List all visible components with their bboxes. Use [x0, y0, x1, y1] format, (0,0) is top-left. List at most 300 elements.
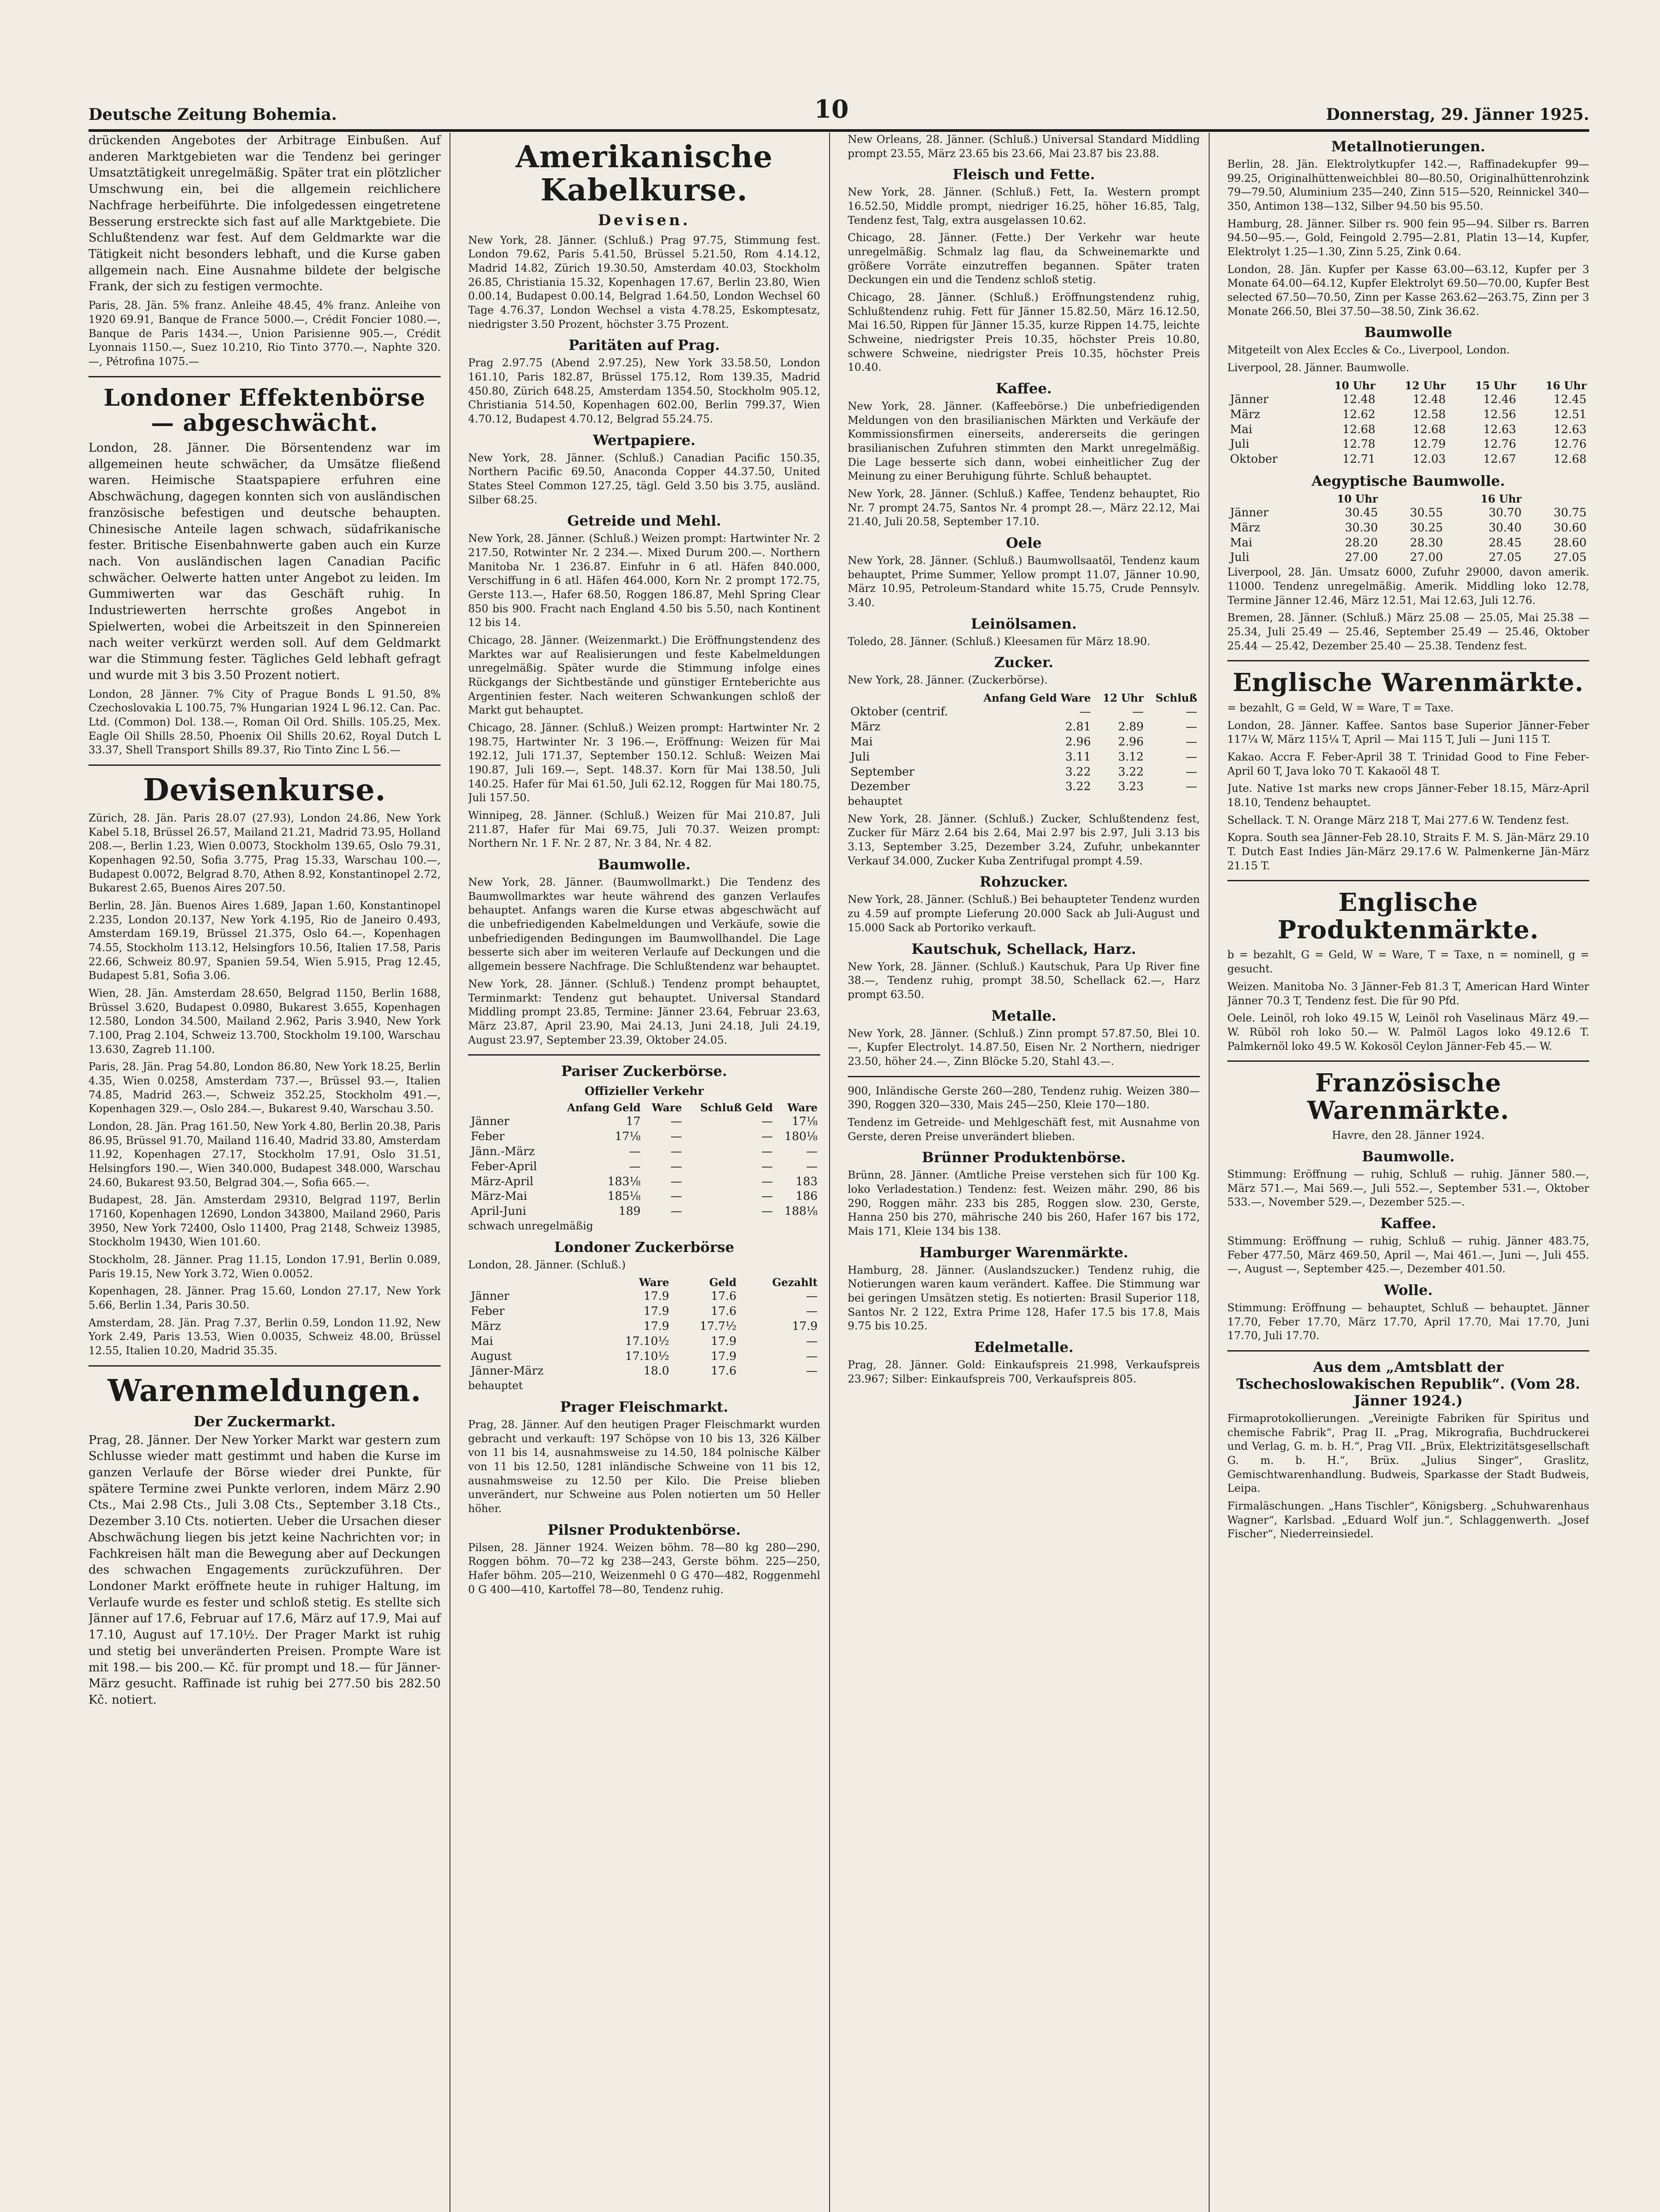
- cell: —: [629, 1160, 641, 1173]
- cell: Feber: [471, 1130, 505, 1144]
- cell: —: [629, 1144, 641, 1158]
- article-paragraph: Oele. Leinöl, roh loko 49.15 W, Leinöl roh Vaselinaus März 49.— W. Rüböl roh loko 50.— W. Palmöl Lagos loko 49.12.6 T. Palmkernöl loko 49.5 W. Kokosöl Ceylon Jänner-Feb 45.— W.: [1227, 1012, 1589, 1052]
- cell: —: [806, 1364, 818, 1378]
- cell: —: [1186, 735, 1197, 749]
- table-row: [468, 1160, 820, 1175]
- subheading-aegypt-baumwolle: Aegyptische Baumwolle.: [1311, 472, 1505, 489]
- table-row: [468, 1349, 820, 1364]
- column-header: Ware: [652, 1101, 682, 1114]
- cell: August: [471, 1349, 512, 1363]
- cell: 12.56: [1483, 407, 1516, 421]
- subheading-metallnotierungen: Metallnotierungen.: [1331, 138, 1486, 155]
- cell: —: [1186, 765, 1197, 779]
- page-number: 10: [814, 95, 849, 124]
- cell: Jänner: [471, 1115, 510, 1129]
- cell: 183⅛: [607, 1175, 641, 1188]
- article-paragraph: Bremen, 28. Jänner. (Schluß.) März 25.08 — 25.05, Mai 25.38 — 25.34, Juli 25.49 — 25.46, September 25.49 — 25.46, Oktober 25.44 — 25.42, Dezember 25.40 — 25.38. Tendenz fest.: [1227, 611, 1589, 652]
- cell: —: [761, 1115, 773, 1129]
- divider: [88, 1365, 441, 1367]
- cell: 27.00: [1410, 551, 1443, 565]
- table-row: [1227, 407, 1589, 422]
- cell: Mai: [471, 1334, 493, 1348]
- column-header: Gezahlt: [772, 1276, 818, 1289]
- article-paragraph: New York, 28. Jänner. (Schluß.) Baumwollsaatöl, Tendenz kaum behauptet, Prime Summer, Yellow prompt 11.07, Jänner 10.90, März 10.95, Petroleum-Standard white 15.75, Crude Pennsylv. 3.40.: [848, 554, 1200, 609]
- cell: 3.23: [1118, 780, 1144, 794]
- cell: 30.30: [1345, 521, 1378, 534]
- column-header: 10 Uhr: [1334, 379, 1376, 392]
- table-row: [468, 1189, 820, 1204]
- dateline: Havre, den 28. Jänner 1924.: [1332, 1129, 1485, 1142]
- cell: 30.75: [1553, 506, 1587, 520]
- pariser-table: [468, 1101, 820, 1219]
- subheading-pilsner: Pilsner Produktenbörse.: [547, 1521, 741, 1538]
- cell: 12.79: [1413, 438, 1446, 451]
- cell: 12.76: [1553, 438, 1587, 451]
- column-header: Anfang Geld Ware: [983, 691, 1091, 705]
- cell: 12.46: [1483, 392, 1516, 406]
- section-heading-london: Londoner Effektenbörse — abgeschwächt.: [104, 384, 426, 437]
- subheading-baumwolle: Baumwolle.: [598, 856, 691, 873]
- cell: 2.96: [1118, 735, 1144, 749]
- cell: —: [806, 1290, 818, 1303]
- legend-line: = bezahlt, G = Geld, W = Ware, T = Taxe.: [1227, 701, 1454, 714]
- cell: —: [761, 1160, 773, 1173]
- devisen-zurich: Zürich, 28. Jän. Paris 28.07 (27.93), London 24.86, New York Kabel 5.18, Brüssel 26.57, Mailand 21.21, Madrid 73.95, Holland 208.—, Berlin 1.23, Wien 0.0073, Stockholm 139.65, Oslo 79.31, Kopenhagen 92.50, Sofia 3.775, Prag 15.33, Warschau 100.—, Budapest 0.0072, Belgrad 8.70, Athen 8.92, Konstantinopel 2.72, Bukarest 2.65, Buenos Aires 207.50.: [88, 811, 441, 895]
- cell: 3.22: [1118, 765, 1144, 779]
- cell: 30.70: [1488, 506, 1522, 520]
- article-paragraph: Hamburg, 28. Jänner. (Auslandszucker.) Tendenz ruhig, die Notierungen waren kaum verändert. Kaffee. Die Stimmung war bei geringen Umsätzen stetig. Es notierten: Brasil Superior 118, Santos Nr. 2 122, Extra Prime 128, Hafer 17.5 bis 17.8, Mais 9.75 bis 10.25.: [848, 1263, 1200, 1333]
- cell: 12.62: [1342, 407, 1376, 421]
- cell: 28.45: [1488, 536, 1522, 549]
- table-row: [468, 1144, 820, 1160]
- cell: 12.68: [1413, 422, 1446, 436]
- cell: 12.63: [1553, 422, 1587, 436]
- zucker-tendenz: behauptet: [848, 795, 903, 808]
- column-header: 16 Uhr: [1545, 379, 1587, 392]
- cell: 27.05: [1553, 551, 1587, 565]
- cell: —: [761, 1205, 773, 1218]
- table-row: [1227, 437, 1589, 452]
- cell: —: [806, 1144, 818, 1158]
- divider: [1227, 880, 1589, 881]
- article-paragraph: Firmaprotokollierungen. „Vereinigte Fabriken für Spiritus und chemische Fabrik“, Prag II. „Prag, Mikrografia, Buchdruckerei und Verlag, G. m. b. H.“, Prag VII. „Brüx, Elektrizitätsgesellschaft G. m. b. H.“, Brüx. „Julius Singer“, Graslitz, Gemischtwarenhandlung. Budweis, Sparkasse der Stadt Budweis, Leipa.: [1227, 1412, 1589, 1495]
- cell: —: [1186, 780, 1197, 794]
- article-paragraph: New York, 28. Jänner. (Schluß.) Bei behaupteter Tendenz wurden zu 4.59 auf prompte Lieferung 20.000 Sack ab Juli-August und 15.000 Sack ab Portoriko verkauft.: [848, 893, 1200, 934]
- table-row: [1227, 392, 1589, 407]
- cell: 12.71: [1342, 453, 1376, 466]
- subheading-baumwolle: Baumwolle: [1364, 324, 1452, 341]
- cell: 3.22: [1065, 780, 1091, 794]
- article-paragraph: Stimmung: Eröffnung — behauptet, Schluß — behauptet. Jänner 17.70, Feber 17.70, März 17.70, April 17.70, Mai 17.70, Juni 17.70, Juli 17.70.: [1227, 1302, 1589, 1342]
- cell: 12.48: [1413, 392, 1446, 406]
- cell: 17.6: [711, 1305, 737, 1318]
- cell: —: [806, 1349, 818, 1363]
- divider: [468, 1054, 820, 1056]
- subheading-pariser-zucker: Pariser Zuckerbörse.: [561, 1063, 727, 1080]
- devisen-wien: Wien, 28. Jän. Amsterdam 28.650, Belgrad 1150, Berlin 1688, Brüssel 3.620, Budapest 0.0980, Bukarest 3.655, Kopenhagen 12.580, London 34.500, Mailand 2.962, Paris 3.940, New York 7.100, Prag 2.104, Schweiz 13.700, Stockholm 19.100, Warschau 13.630, Zagreb 11.100.: [88, 987, 441, 1056]
- column-header: 16 Uhr: [1480, 492, 1522, 505]
- cell: Dezember: [850, 780, 910, 794]
- cell: 28.30: [1410, 536, 1443, 549]
- cell: 12.48: [1342, 392, 1376, 406]
- article-paragraph: Mitgeteilt von Alex Eccles & Co., Liverpool, London.: [1227, 344, 1510, 357]
- subheading-paritaeten: Paritäten auf Prag.: [568, 337, 720, 354]
- cell: 2.81: [1065, 720, 1091, 734]
- cell: April-Juni: [471, 1205, 526, 1218]
- aegypt-table: [1227, 492, 1589, 565]
- article-paragraph: 900, Inländische Gerste 260—280, Tendenz ruhig. Weizen 380—390, Roggen 320—330, Mais 245—250, Kleie 170—180.: [848, 1084, 1200, 1111]
- table-header-row: [468, 1275, 820, 1289]
- article-paragraph: Jute. Native 1st marks new crops Jänner-Feber 18.15, März-April 18.10, Tendenz behauptet.: [1227, 782, 1589, 809]
- section-heading-englische-produkte: Englische Produktenmärkte.: [1277, 888, 1539, 945]
- paris-quotes: Paris, 28. Jän. 5% franz. Anleihe 48.45, 4% franz. Anleihe von 1920 69.91, Banque de France 5000.—, Crédit Foncier 1080.—, Banque de Paris 1434.—, Union Parisienne 905.—, Crédit Lyonnais 1150.—, Suez 10.210, Rio Tinto 3770.—, Naphte 320.—, Pétrofina 1075.—: [88, 299, 441, 368]
- cell: Oktober (centrif.: [850, 705, 948, 719]
- devisen-london: London, 28. Jän. Prag 161.50, New York 4.80, Berlin 20.38, Paris 86.95, Brüssel 91.70, Mailand 116.40, Madrid 33.80, Amsterdam 11.92, Kopenhagen 27.17, Stockholm 17.91, Oslo 31.51, Helsingfors 190.—, Wien 340.000, Budapest 348.000, Warschau 24.60, Bukarest 93.50, Belgrad 304.—, Sofia 665.—.: [88, 1120, 441, 1189]
- column-header: 12 Uhr: [1103, 691, 1144, 705]
- article-paragraph: Chicago, 28. Jänner. (Weizenmarkt.) Die Eröffnungstendenz des Marktes war auf Realisierungen und feste Kabelmeldungen unregelmäßig. Später wurde die Stimmung infolge eines Rückgangs der Sichtbestände und günstiger Ernteberichte aus Argentinien fester. Nach weiteren Schwankungen schloß der Markt gut behauptet.: [468, 634, 820, 717]
- table-row: [468, 1304, 820, 1319]
- cell: 17.7½: [699, 1320, 737, 1333]
- table-row: [1227, 550, 1589, 565]
- subheading-londoner-zucker: Londoner Zuckerbörse: [554, 1238, 734, 1256]
- article-paragraph: Prag, 28. Jänner. Gold: Einkaufspreis 21.998, Verkaufspreis 23.967; Silber: Einkaufspreis 700, Verkaufspreis 805.: [848, 1358, 1200, 1385]
- table-row: [468, 1175, 820, 1190]
- table-row: [848, 750, 1200, 765]
- cell: Feber: [471, 1305, 505, 1318]
- cell: 12.68: [1553, 453, 1587, 466]
- cell: März-Mai: [471, 1190, 527, 1203]
- subheading-rohzucker: Rohzucker.: [980, 873, 1068, 891]
- cell: März: [850, 720, 881, 734]
- cell: 2.89: [1118, 720, 1144, 734]
- cell: 12.03: [1413, 453, 1446, 466]
- cell: 17: [626, 1115, 641, 1129]
- subheading-fleisch-fette: Fleisch und Fette.: [953, 166, 1095, 183]
- cell: Jänner-März: [471, 1364, 544, 1378]
- cell: 12.68: [1342, 422, 1376, 436]
- cell: —: [1079, 705, 1091, 719]
- table-row: [848, 735, 1200, 750]
- subheading-zuckermarkt: Der Zuckermarkt.: [193, 1413, 336, 1430]
- cell: —: [670, 1175, 682, 1188]
- cell: 17.9: [643, 1320, 669, 1333]
- article-paragraph: Chicago, 28. Jänner. (Schluß.) Weizen prompt: Hartwinter Nr. 2 198.75, Hartwinter Nr. 3 196.—, Eröffnung: Weizen für Mai 192.12, Juli 171.37, September 150.12. Schluß: Weizen Mai 190.87, Juli 169.—, Sept. 148.37. Korn für Mai 138.50, Juli 140.25. Hafer für Mai 61.50, Juli 62.12, Roggen für Mai 180.75, Juli 157.50.: [468, 722, 820, 804]
- london-quotes: London, 28 Jänner. 7% City of Prague Bonds L 91.50, 8% Czechoslovakia L 100.75, 7% Hungarian 1924 L 96.12. Can. Pac. Ltd. (Common) Dol. 138.—, Roman Oil Ord. Shills. 105.25, Mex. Eagle Oil Shills 28.50, Phoenix Oil Shills 20.62, Royal Dutch L 33.37, Shell Transport Shills 89.37, Rio Tinto Zinc L 56.—: [88, 687, 441, 757]
- subheading-oele: Oele: [1006, 534, 1042, 552]
- column-header: 12 Uhr: [1405, 379, 1446, 392]
- table-row: [1227, 521, 1589, 536]
- cell: Juli: [1230, 551, 1249, 565]
- column-header: Anfang Geld: [567, 1101, 641, 1114]
- subheading-kaffee: Kaffee.: [1380, 1215, 1437, 1232]
- article-paragraph: Brünn, 28. Jänner. (Amtliche Preise verstehen sich für 100 Kg. loko Verladestation.) Tendenz: fest. Weizen mähr. 290, 86 bis 290, Roggen mähr. 233 bis 285, Roggen slow. 230, Gerste, Hanna 250 bis 270, mährische 240 bis 260, Hafer 167 bis 172, Mais 171, Kleie 134 bis 138.: [848, 1169, 1200, 1237]
- masthead-title: Deutsche Zeitung Bohemia.: [88, 105, 337, 124]
- cell: 3.22: [1065, 765, 1091, 779]
- cell: —: [670, 1144, 682, 1158]
- cell: 17.9: [792, 1320, 818, 1333]
- article-paragraph: New York, 28. Jänner. (Schluß.) Canadian Pacific 150.35, Northern Pacific 69.50, Anaconda Copper 44.37.50, United States Steel Common 127.25, tägl. Geld 3.50 bis 3.75, ausländ. Silber 68.25.: [468, 451, 820, 506]
- column-header: Ware: [787, 1101, 818, 1114]
- article-paragraph: Schellack. T. N. Orange März 218 T, Mai 277.6 W. Tendenz fest.: [1227, 814, 1569, 826]
- cell: 12.67: [1483, 453, 1516, 466]
- article-paragraph: Weizen. Manitoba No. 3 Jänner-Feb 81.3 T, American Hard Winter Jänner 70.3 T, Tendenz fest. Die für 90 Pfd.: [1227, 980, 1589, 1007]
- column-header: [1380, 492, 1445, 506]
- subheading-leinoel: Leinölsamen.: [971, 615, 1077, 632]
- column-header: [848, 691, 965, 705]
- column-header: [468, 1275, 593, 1289]
- table-row: [1227, 422, 1589, 438]
- cell: Jänner: [471, 1290, 510, 1303]
- cell: 12.78: [1342, 438, 1376, 451]
- cell: 189: [619, 1205, 641, 1218]
- cell: 17⅛: [792, 1115, 818, 1129]
- cell: 2.96: [1065, 735, 1091, 749]
- cell: —: [806, 1305, 818, 1318]
- table-row: [848, 705, 1200, 720]
- column-3: [848, 133, 1210, 2212]
- cell: 30.40: [1488, 521, 1522, 534]
- article-paragraph: New Orleans, 28. Jänner. (Schluß.) Universal Standard Middling prompt 23.55, März 23.65 bis 23.66, Mai 23.87 bis 23.88.: [848, 133, 1200, 160]
- article-paragraph: New York, 28. Jänner. (Schluß.) Fett, Ia. Western prompt 16.52.50, Middle prompt, niedriger 16.25, höher 16.85, Talg, Tendenz fest, Talg, extra ausgelassen 10.62.: [848, 186, 1200, 227]
- cell: Mai: [1230, 422, 1253, 436]
- section-heading-devisen: Devisenkurse.: [143, 772, 386, 808]
- article-paragraph: Kopra. South sea Jänner-Feb 28.10, Straits F. M. S. Jän-März 29.10 T. Dutch East Indies Jän-März 29.17.6 W. Palmenkerne Jän-März 21.15 T.: [1227, 831, 1589, 872]
- subheading-wolle: Wolle.: [1383, 1282, 1433, 1299]
- table-row: [468, 1334, 820, 1349]
- subheading-hamburger: Hamburger Warenmärkte.: [919, 1244, 1129, 1261]
- article-paragraph: New York, 28. Jänner. (Kaffeebörse.) Die unbefriedigenden Meldungen von den brasilianischen Märkten und Verkäufe der Kommissionsfirmen einerseits, andererseits die geringen brasilianischen Zufuhren stimmten den Markt unregelmäßig. Die Lage besserte sich dann, wobei einheitlicher Zug der Meinung zu einer Beruhigung führte. Schluß behauptet.: [848, 400, 1200, 483]
- article-paragraph: Prag, 28. Jänner. Auf den heutigen Prager Fleischmarkt wurden gebracht und verkauft: 197 Schöpse von 10 bis 13, 326 Kälber von 11 bis 14, ausnahmsweise zu 14.50, 184 polnische Kälber von 11 bis 12.50, 1281 inländische Schweine von 11 bis 12, ausnahmsweise zu 12.50 per Kilo. Die Preise blieben unverändert, nur Schweine aus Polen notierten um 50 Heller höher.: [468, 1418, 820, 1515]
- subheading-metalle: Metalle.: [991, 1007, 1057, 1024]
- table-row: [468, 1289, 820, 1304]
- cell: 17.6: [711, 1364, 737, 1378]
- section-heading-franzoesische-waren: Französische Warenmärkte.: [1307, 1068, 1510, 1125]
- article-paragraph: Toledo, 28. Jänner. (Schluß.) Kleesamen für März 18.90.: [848, 635, 1151, 648]
- cell: —: [1132, 705, 1144, 719]
- cell: September: [850, 765, 915, 779]
- cell: Jänn.-März: [471, 1144, 535, 1158]
- table-row: [848, 780, 1200, 795]
- article-paragraph: New York, 28. Jänner. (Schluß.) Prag 97.75, Stimmung fest. London 79.62, Paris 5.41.50, Brüssel 5.21.50, Rom 4.14.12, Madrid 14.82, Zürich 19.30.50, Amsterdam 40.03, Stockholm 26.85, Christiania 15.32, Kopenhagen 17.67, Berlin 23.80, Wien 0.00.14, Budapest 0.00.14, Belgrad 1.64.50, London Wechsel 60 Tage 4.76.37, London Wechsel a vista 4.78.25, Eskomptesatz, niedrigster 3.50 Prozent, höchster 3.75 Prozent.: [468, 234, 820, 330]
- table-header-row: [848, 691, 1200, 705]
- pariser-tendenz: schwach unregelmäßig: [468, 1219, 593, 1232]
- devisen-berlin: Berlin, 28. Jän. Buenos Aires 1.689, Japan 1.60, Konstantinopel 2.235, London 20.137, New York 4.195, Rio de Janeiro 0.493, Amsterdam 169.19, Brüssel 21.375, Oslo 64.—, Kopenhagen 74.55, Stockholm 113.12, Helsingfors 10.56, Italien 17.58, Paris 22.66, Schweiz 80.97, Spanien 59.54, Wien 5.915, Prag 12.45, Budapest 5.81, Sofia 3.06.: [88, 899, 441, 982]
- cell: März: [1230, 407, 1260, 421]
- cell: 30.25: [1410, 521, 1443, 534]
- pariser-table-title: Offizieller Verkehr: [584, 1085, 704, 1098]
- londoner-table: [468, 1275, 820, 1379]
- section-heading-englische-waren: Englische Warenmärkte.: [1233, 668, 1584, 698]
- cell: —: [670, 1130, 682, 1144]
- article-paragraph: New York, 28. Jänner. (Schluß.) Kaffee, Tendenz behauptet, Rio Nr. 7 prompt 24.75, Santos Nr. 4 prompt 28.—, März 22.12, Mai 21.40, Juli 20.58, September 17.10.: [848, 488, 1200, 528]
- divider: [1227, 660, 1589, 661]
- column-header: 15 Uhr: [1475, 379, 1516, 392]
- column-header: Schluß Geld: [700, 1101, 773, 1114]
- divider: [848, 1076, 1200, 1077]
- table-header-row: [1227, 492, 1589, 506]
- cell: 28.20: [1345, 536, 1378, 549]
- cell: Feber-April: [471, 1160, 537, 1173]
- table-row: [848, 720, 1200, 735]
- article-paragraph: New York, 28. Jänner. (Schluß.) Kautschuk, Para Up River fine 38.—, Tendenz ruhig, prompt 38.50, Schellack 62.—, Harz prompt 63.50.: [848, 960, 1200, 1001]
- cell: Jänner: [1230, 392, 1269, 406]
- cell: 30.60: [1553, 521, 1587, 534]
- table-header-row: [1227, 379, 1589, 392]
- article-paragraph: Prag, 28. Jänner. Der New Yorker Markt war gestern zum Schlusse wieder matt gestimmt und haben die Kurse im ganzen Verlaufe der Börse wieder drei Punkte, für spätere Termine zwei Punkte verloren, indem März 2.90 Cts., Mai 2.98 Cts., Juli 3.08 Cts., September 3.18 Cts., Dezember 3.10 Cts. notierten. Ueber die Ursachen dieser Abschwächung liegen bis jetzt keine Nachrichten vor; in Fachkreisen hält man die Bewegung aber auf Deckungen des schwachen Engagements zurückzuführen. Der Londoner Markt eröffnete heute in ruhiger Haltung, im Verlaufe wurde es fester und schloß stetig. Es stellte sich Jänner auf 17.6, Februar auf 17.6, März auf 17.9, Mai auf 17.10, August auf 17.10½. Der Prager Markt ist ruhig und stetig bei unveränderten Preisen. Prompte Ware ist mit 198.— bis 200.— Kč. für prompt und 18.— für Jänner-März gesucht. Raffinade ist ruhig bei 277.50 bis 282.50 Kč. notiert.: [88, 1433, 441, 1707]
- cell: Oktober: [1230, 453, 1278, 466]
- table-row: [468, 1114, 820, 1129]
- article-paragraph: Pilsen, 28. Jänner 1924. Weizen böhm. 78—80 kg 280—290, Roggen böhm. 70—72 kg 238—243, Gerste böhm. 225—250, Hafer böhm. 205—210, Weizenmehl 0 G 470—482, Roggenmehl 0 G 400—410, Kartoffel 78—80, Tendenz ruhig.: [468, 1541, 820, 1596]
- table-row: [468, 1319, 820, 1334]
- cell: —: [761, 1130, 773, 1144]
- cell: Juli: [850, 750, 870, 764]
- cell: —: [1186, 750, 1197, 764]
- subheading-kaffee: Kaffee.: [995, 380, 1052, 397]
- column-header: [1227, 379, 1308, 392]
- subheading-wertpapiere: Wertpapiere.: [593, 431, 696, 449]
- article-paragraph: Kakao. Accra F. Feber-April 38 T. Trinidad Good to Fine Feber-April 60 T, Java loko 70 T. Kakaoöl 48 T.: [1227, 750, 1589, 777]
- cell: 3.11: [1065, 750, 1091, 764]
- cell: 12.76: [1483, 438, 1516, 451]
- cell: Mai: [850, 735, 873, 749]
- cell: —: [761, 1144, 773, 1158]
- table-row: [848, 765, 1200, 780]
- cell: 186: [795, 1190, 818, 1203]
- section-heading-warenmeldungen: Warenmeldungen.: [108, 1373, 422, 1409]
- article-paragraph: New York, 28. Jänner. (Schluß.) Zinn prompt 57.87.50, Blei 10.—, Kupfer Electrolyt. 14.87.50, Eisen Nr. 2 Northern, niedriger 23.50, höher 24.—, Zinn Blöcke 5.20, Stahl 43.—.: [848, 1027, 1200, 1068]
- subheading-baumwolle: Baumwolle.: [1362, 1148, 1455, 1165]
- table-row: [468, 1129, 820, 1144]
- article-paragraph: Winnipeg, 28. Jänner. (Schluß.) Weizen für Mai 210.87, Juli 211.87, Hafer für Mai 69.75, Juli 70.37. Weizen prompt: Northern Nr. 1 F. Nr. 2 87, Nr. 3 84, Nr. 4 82.: [468, 809, 820, 850]
- subheading-fleischmarkt: Prager Fleischmarkt.: [560, 1398, 729, 1415]
- londoner-tendenz: behauptet: [468, 1379, 523, 1392]
- table-header-row: [468, 1101, 820, 1114]
- column-4: [1227, 133, 1589, 2212]
- devisen-kopenhagen: Kopenhagen, 28. Jänner. Prag 15.60, London 27.17, New York 5.66, Berlin 1.34, Paris 30.50.: [88, 1285, 441, 1312]
- subheading-bruenner: Brünner Produktenbörse.: [922, 1149, 1126, 1166]
- cell: 17.6: [711, 1290, 737, 1303]
- cell: 185⅛: [607, 1190, 641, 1203]
- cell: 12.51: [1553, 407, 1587, 421]
- column-1: [88, 133, 450, 2212]
- cell: —: [761, 1175, 773, 1188]
- article-paragraph: drückenden Angebotes der Arbitrage Einbußen. Auf anderen Marktgebieten war die Tendenz bei geringer Umsatztätigkeit unregelmäßig. Später trat ein plötzlicher Umschwung ein, bei die allgemein reichlichere Nachfrage herbeiführte. Die infolgedessen eingetretene Besserung erstreckte sich fast auf alle Marktgebiete. Die Schlußtendenz war fest. Auf dem Geldmarkte war die Tätigkeit nicht besonders lebhaft, und die Kurse gaben allgemein nach. Eine Ausnahme bildete der belgische Frank, der sich zu festigen vermochte.: [88, 134, 441, 294]
- cell: 18.0: [643, 1364, 669, 1378]
- subheading-edelmetalle: Edelmetalle.: [974, 1338, 1074, 1356]
- devisen-amsterdam: Amsterdam, 28. Jän. Prag 7.37, Berlin 0.59, London 11.92, New York 2.49, Paris 13.53, Wien 0.0035, Schweiz 48.00, Brüssel 12.55, Italien 10.20, Madrid 35.35.: [88, 1316, 441, 1357]
- cell: 12.58: [1413, 407, 1446, 421]
- article-paragraph: Tendenz im Getreide- und Mehlgeschäft fest, mit Ausnahme von Gerste, deren Preise unverändert blieben.: [848, 1116, 1200, 1143]
- article-paragraph: New York, 28. Jänner. (Schluß.) Tendenz prompt behauptet, Terminmarkt: Tendenz gut behauptet. Universal Standard Middling prompt 23.85, Termine: Jänner 23.64, Februar 23.63, März 23.87, April 23.90, Mai 24.13, Juni 24.18, Juli 24.19, August 23.97, September 23.39, Oktober 24.05.: [468, 977, 820, 1046]
- cell: Mai: [1230, 536, 1253, 549]
- subheading-zucker: Zucker.: [994, 654, 1053, 671]
- cell: 188⅛: [784, 1205, 818, 1218]
- article-paragraph: New York, 28. Jänner. (Schluß.) Zucker, Schlußtendenz fest, Zucker für März 2.64 bis 2.64, Mai 2.97 bis 2.97, Juli 3.13 bis 3.13, September 3.25, Dezember 3.24, Zufuhr, unbekannter Verkauf 34.000, Zucker Kuba Zentrifugal prompt 4.59.: [848, 812, 1200, 867]
- divider: [88, 764, 441, 766]
- cell: 28.60: [1553, 536, 1587, 549]
- table-row: [468, 1204, 820, 1219]
- divider: [1227, 1350, 1589, 1352]
- article-paragraph: Prag 2.97.75 (Abend 2.97.25), New York 33.58.50, London 161.10, Paris 182.87, Brüssel 175.12, Rom 139.35, Madrid 450.80, Zürich 648.25, Amsterdam 1354.50, Stockholm 905.12, Christiania 514.50, Kopenhagen 602.00, Berlin 799.37, Wien 4.70.12, Budapest 4.70.12, Belgrad 55.24.75.: [468, 357, 820, 425]
- section-heading-kabelkurse: Amerikanische Kabelkurse.: [515, 139, 773, 208]
- cell: —: [670, 1160, 682, 1173]
- column-header: 10 Uhr: [1337, 492, 1378, 505]
- article-paragraph: London, 28. Jän. Kupfer per Kasse 63.00—63.12, Kupfer per 3 Monate 64.00—64.12, Kupfer Elektrolyt 69.50—70.00, Kupfer Best selected 67.50—70.50, Zinn per Kasse 263.62—263.75, Zinn per 3 Monate 266.50, Blei 37.50—38.50, Zink 36.62.: [1227, 263, 1589, 318]
- article-paragraph: Hamburg, 28. Jänner. Silber rs. 900 fein 95—94. Silber rs. Barren 94.50—95.—, Gold, Feingold 2.795—2.81, Platin 13—14, Kupfer, Elektrolyt 1.25—1.30, Zinn 5.25, Zink 0.64.: [1227, 217, 1589, 258]
- cell: Jänner: [1230, 506, 1269, 520]
- cell: März-April: [471, 1175, 534, 1188]
- article-paragraph: Stimmung: Eröffnung — ruhig, Schluß — ruhig. Jänner 483.75, Feber 477.50, März 469.50, April —, Mai 461.—, Juni —, Juli 455.—, August —, September 425.—, Dezember 401.50.: [1227, 1235, 1589, 1275]
- page-header: [88, 84, 1589, 132]
- liverpool-table: [1227, 379, 1589, 467]
- subheading-devisen: Devisen.: [598, 211, 691, 229]
- cell: 17⅛: [615, 1130, 641, 1144]
- legend-line: b = bezahlt, G = Geld, W = Ware, T = Taxe, n = nominell, g = gesucht.: [1227, 949, 1589, 975]
- subheading-amtsblatt: Aus dem „Amtsblatt der Tschechoslowakischen Republik“. (Vom 28. Jänner 1924.): [1236, 1359, 1580, 1409]
- londoner-line: London, 28. Jänner. (Schluß.): [468, 1258, 626, 1271]
- cell: —: [761, 1190, 773, 1203]
- devisen-paris: Paris, 28. Jän. Prag 54.80, London 86.80, New York 18.25, Berlin 4.35, Wien 0.0258, Amsterdam 737.—, Brüssel 93.—, Italien 74.85, Madrid 263.—, Schweiz 352.25, Stockholm 491.—, Kopenhagen 329.—, Oslo 284.—, Bukarest 9.40, Warschau 3.50.: [88, 1060, 441, 1115]
- cell: 3.12: [1118, 750, 1144, 764]
- columns: [88, 133, 1589, 2212]
- article-paragraph: Berlin, 28. Jän. Elektrolytkupfer 142.—, Raffinadekupfer 99—99.25, Originalhüttenweichblei 80—80.50, Originalhüttenrohzink 79—79.50, Aluminium 235—240, Zinn 515—520, Reinnickel 340—350, Antimon 138—132, Silber 94.50 bis 95.50.: [1227, 158, 1589, 213]
- article-paragraph: New York, 28. Jänner. (Schluß.) Weizen prompt: Hartwinter Nr. 2 217.50, Rotwinter Nr. 2 234.—. Mixed Durum 200.—. Northern Manitoba Nr. 1 236.87. Einfuhr in 6 atl. Häfen 840.000, Verschiffung in 6 atl. Häfen 464.000, Korn Nr. 2 prompt 172.75, Gerste 113.—, Hafer 68.50, Roggen 186.87, Mehl Spring Clear 850 bis 900. Fracht nach England 4.50 bis 5.50, nach Kontinent 12 bis 14.: [468, 532, 820, 629]
- column-header: [468, 1101, 551, 1114]
- devisen-stockholm: Stockholm, 28. Jänner. Prag 11.15, London 17.91, Berlin 0.089, Paris 19.15, New York 3.72, Wien 0.0052.: [88, 1253, 441, 1280]
- cell: 17.10½: [625, 1349, 669, 1363]
- article-paragraph: Firmaläschungen. „Hans Tischler“, Königsberg. „Schuhwarenhaus Wagner“, Karlsbad. „Eduard Wolf jun.“, Schlaggenwerth. „Josef Fischer“, Niederreinsiedel.: [1227, 1500, 1589, 1540]
- cell: —: [670, 1205, 682, 1218]
- devisen-budapest: Budapest, 28. Jän. Amsterdam 29310, Belgrad 1197, Berlin 17160, Kopenhagen 12690, London 343800, Mailand 2960, Paris 3950, New York 72400, Oslo 11400, Prag 2148, Schweiz 13985, Stockholm 19430, Wien 101.60.: [88, 1194, 441, 1248]
- cell: Juli: [1230, 438, 1249, 451]
- cell: —: [1186, 720, 1197, 734]
- cell: März: [1230, 521, 1260, 534]
- cell: —: [670, 1115, 682, 1129]
- column-header: [1524, 492, 1589, 506]
- liverpool-line: Liverpool, 28. Jänner. Baumwolle.: [1227, 361, 1410, 374]
- cell: 180⅛: [784, 1130, 818, 1144]
- zucker-line: New York, 28. Jänner. (Zuckerbörse).: [848, 674, 1048, 687]
- zucker-table: [848, 691, 1200, 795]
- column-header: Ware: [639, 1276, 669, 1289]
- column-header: Schluß: [1155, 691, 1197, 705]
- cell: 183: [795, 1175, 818, 1188]
- cell: 17.9: [711, 1349, 737, 1363]
- cell: 17.9: [643, 1290, 669, 1303]
- column-header: Geld: [709, 1276, 737, 1289]
- column-header: [1227, 492, 1302, 506]
- cell: —: [1186, 705, 1197, 719]
- cell: 27.00: [1345, 551, 1378, 565]
- article-paragraph: London, 28. Jänner. Die Börsentendenz war im allgemeinen heute schwächer, da Umsätze fließend waren. Heimische Staatspapiere erfuhren eine Abschwächung, dagegen konnten sich von ausländischen französische befestigen und deutsche behaupten. Chinesische Anteile lagen schwach, südafrikanische fester. Britische Eisenbahnwerte gaben auch ein Kurze nach. Von ausländischen lagen Canadian Pacific schwächer. Oelwerte hatten unter Angebot zu leiden. Im Gummiwerten war das Geschäft ruhig. In Industriewerten herrschte großes Angebot in Spielwerten, wobei die Arbeitszeit in den Spinnereien nach weiter verkürzt werden soll. Auf dem Geldmarkt war die Stimmung fester. Tägliches Geld lebhaft gefragt und wurde mit 3 bis 3.50 Prozent notiert.: [88, 441, 441, 682]
- subheading-kautschuk: Kautschuk, Schellack, Harz.: [911, 940, 1136, 957]
- article-paragraph: Liverpool, 28. Jän. Umsatz 6000, Zufuhr 29000, davon amerik. 11000. Tendenz unregelmäßig. Amerik. Middling loko 12.78, Termine Jänner 12.46, März 12.51, Mai 12.63, Juli 12.76.: [1227, 566, 1589, 607]
- cell: 17.9: [643, 1305, 669, 1318]
- article-paragraph: New York, 28. Jänner. (Baumwollmarkt.) Die Tendenz des Baumwollmarktes war heute während des ganzen Verlaufes behauptet. Anfangs waren die Kurse etwas abgeschwächt auf die unbefriedigenden Kabelmeldungen und Verkäufe, sowie die unbefriedigenden Bedingungen im Baumwollhandel. Die Lage besserte sich aber im weiteren Verlaufe auf Deckungen und die allgemein bessere Nachfrage. Die Schlußtendenz war behauptet.: [468, 876, 820, 973]
- cell: 12.63: [1483, 422, 1516, 436]
- cell: —: [806, 1334, 818, 1348]
- table-row: [1227, 506, 1589, 521]
- cell: 30.55: [1410, 506, 1443, 520]
- article-paragraph: Chicago, 28. Jänner. (Schluß.) Eröffnungstendenz ruhig, Schlußtendenz ruhig. Fett für Jänner 15.82.50, März 16.12.50, Mai 16.50, Rippen für Jänner 15.35, kurze Rippen 14.75, leichte Schweine, niedrigster Preis 10.35, höchster Preis 10.80, schwere Schweine, niedrigster Preis 10.35, höchster Preis 10.40.: [848, 291, 1200, 374]
- issue-date: Donnerstag, 29. Jänner 1925.: [1326, 105, 1589, 124]
- cell: —: [670, 1190, 682, 1203]
- cell: 27.05: [1488, 551, 1522, 565]
- table-row: [1227, 536, 1589, 551]
- subheading-getreide: Getreide und Mehl.: [567, 512, 722, 530]
- divider: [88, 376, 441, 377]
- cell: 12.45: [1553, 392, 1587, 406]
